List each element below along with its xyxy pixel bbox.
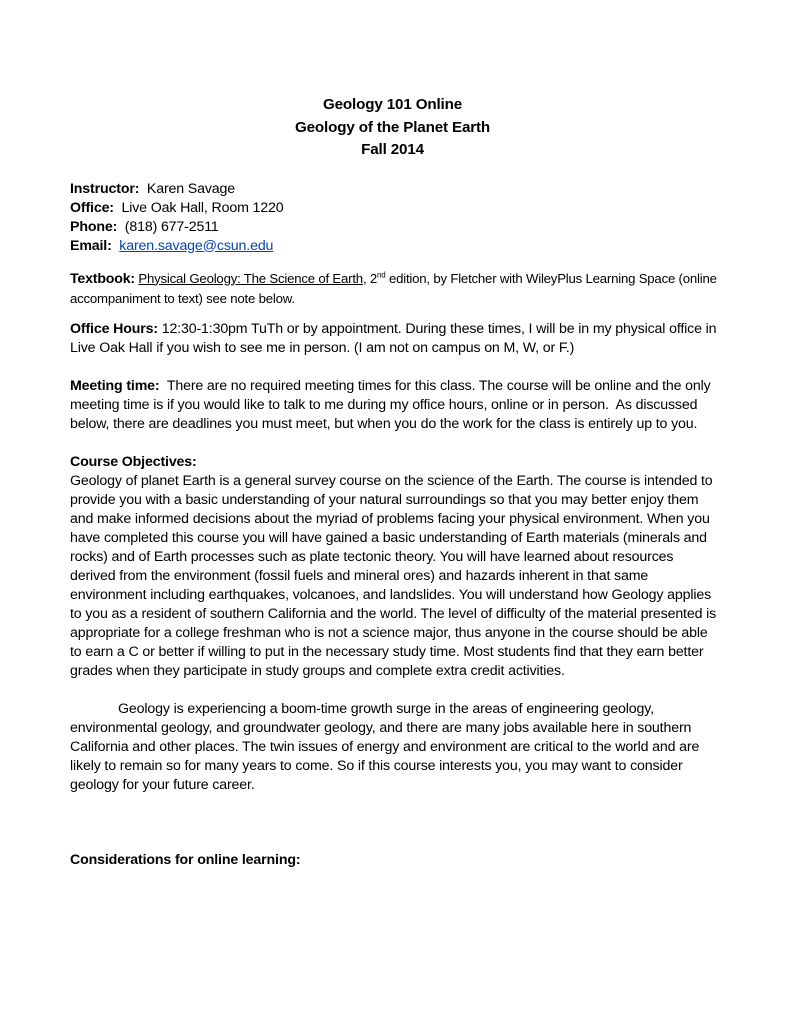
course-objectives-body: Geology of planet Earth is a general survey course on the science of the Earth. The course is intended to provide you with a basic understanding of your natural surroundings so that you may better enjoy them and make informed decisions about the myriad of problems facing your physical environment. When you have completed this course you will have gained a basic understanding of Earth materials (minerals and rocks) and of Earth processes such as plate tectonic theory. You will have learned about resources derived from the environment (fossil fuels and mineral ores) and hazards inherent in that same environment including earthquakes, volcanoes, and landslides. You will understand how Geology applies to you as a resident of southern California and the world. The level of difficulty of the material presented is appropriate for a college freshman who is not a science major, thus anyone in the course should be able to earn a C or better if willing to put in the necessary study time. Most students find that they earn better grades when they participate in study groups and complete extra credit activities. bbox=[70, 472, 717, 679]
course-title: Geology 101 Online bbox=[322, 96, 463, 113]
email-line bbox=[70, 237, 720, 256]
office-hours-label: Office Hours: bbox=[70, 320, 158, 337]
office-hours-text: 12:30-1:30pm TuTh or by appointment. During these times, I will be in my physical office in Live Oak Hall if you wish to see me in person. (I am not on campus on M, W, or F.) bbox=[70, 320, 717, 356]
course-title-block bbox=[70, 94, 715, 162]
email-link[interactable]: karen.savage@csun.edu bbox=[119, 237, 274, 254]
course-objectives-section bbox=[70, 453, 720, 795]
office-label: Office: bbox=[70, 199, 114, 216]
instructor-line bbox=[70, 180, 720, 199]
syllabus-page bbox=[70, 94, 720, 870]
textbook-title: Physical Geology: The Science of Earth bbox=[138, 270, 363, 286]
textbook-details: edition, by Fletcher with WileyPlus Learning Space (online accompaniment to text) see note below. bbox=[70, 270, 717, 306]
meeting-time-text: There are no required meeting times for this class. The course will be online and the only meeting time is if you would like to talk to me during my office hours, online or in person. As discussed below, there are deadlines you must meet, but when you do the work for the class is entirely up to you. bbox=[70, 377, 715, 432]
textbook-label: Textbook: bbox=[70, 270, 135, 287]
textbook-edition-prefix: , 2 bbox=[362, 270, 377, 286]
phone-line bbox=[70, 218, 720, 237]
instructor-label: Instructor: bbox=[70, 180, 140, 197]
instructor-name: Karen Savage bbox=[146, 180, 236, 197]
phone-number: (818) 677-2511 bbox=[124, 218, 219, 235]
instructor-contact bbox=[70, 180, 720, 256]
geology-career-paragraph: Geology is experiencing a boom-time growth surge in the areas of engineering geology, environmental geology, and groundwater geology, and there are many jobs available here in southern California and other places. The twin issues of energy and environment are critical to the world and are likely to remain so for many years to come. So if this course interests you, you may want to consider geology for your future career. bbox=[70, 700, 700, 793]
office-location: Live Oak Hall, Room 1220 bbox=[121, 199, 284, 216]
phone-label: Phone: bbox=[70, 218, 118, 235]
textbook-edition-suffix: nd bbox=[377, 270, 386, 280]
course-objectives-heading: Course Objectives: bbox=[70, 453, 197, 470]
meeting-time-paragraph bbox=[70, 377, 720, 434]
textbook-paragraph bbox=[70, 269, 720, 308]
email-label: Email: bbox=[70, 237, 112, 254]
online-learning-heading: Considerations for online learning: bbox=[70, 851, 301, 868]
meeting-time-label: Meeting time: bbox=[70, 377, 160, 394]
office-line bbox=[70, 199, 720, 218]
course-term: Fall 2014 bbox=[361, 141, 424, 158]
course-subtitle: Geology of the Planet Earth bbox=[294, 118, 491, 136]
office-hours-paragraph bbox=[70, 320, 720, 358]
